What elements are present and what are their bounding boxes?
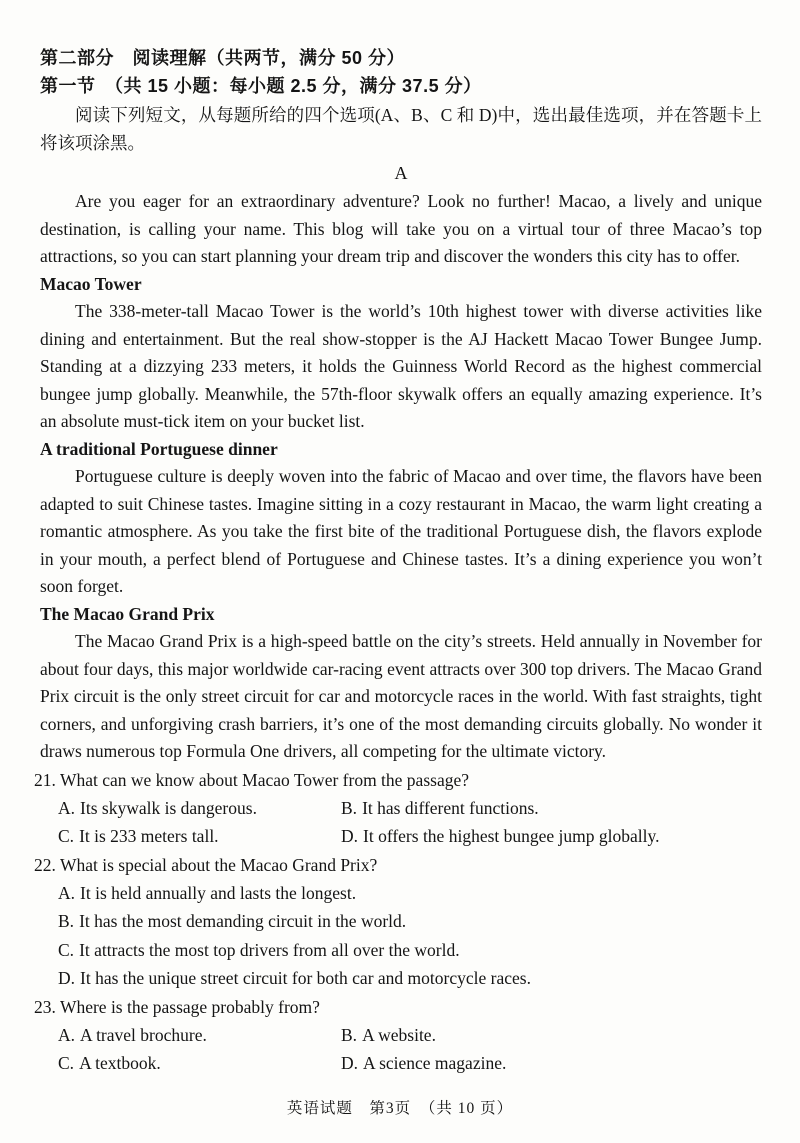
page-footer: 英语试题 第3页 （共 10 页） <box>286 1100 514 1117</box>
question-22-options <box>40 879 762 993</box>
option-label: C. <box>58 1053 75 1073</box>
option-22-a <box>58 879 762 908</box>
question-21-options <box>40 794 762 851</box>
question-text: What can we know about Macao Tower from the passage? <box>59 769 469 790</box>
question-22-stem <box>34 851 762 879</box>
passage-section-text-1: The 338-meter-tall Macao Tower is the world’s 10th highest tower with diverse activities like dining and entertainment. But the real show-stopper is the AJ Hackett Macao Tower Bungee Jump. Standing at a dizzying 233 meters, it holds the Guinness World Record as the highest commercial bungee jump globally. Meanwhile, the 57th-floor skywalk offers an equally amazing experience. It’s an absolute must-tick item on your bucket list. <box>40 301 762 431</box>
passage-section-heading-3: The Macao Grand Prix <box>40 603 215 624</box>
question-23 <box>34 993 762 1078</box>
passage-section-text-2: Portuguese culture is deeply woven into the fabric of Macao and over time, the flavors have been adapted to suit Chinese tastes. Imagine sitting in a cozy restaurant in Macao, the warm light creating a romantic atmosphere. As you take the first bite of the traditional Portuguese dish, the flavors explode in your mouth, a perfect blend of Portuguese and Chinese tastes. It’s a dining experience you won’t soon forget. <box>40 466 762 596</box>
part-heading: 第二部分 阅读理解（共两节，满分 50 分） <box>40 48 406 68</box>
option-23-b <box>341 1021 762 1050</box>
option-text: It is held annually and lasts the longest. <box>80 882 357 903</box>
option-21-b <box>341 794 762 823</box>
option-21-a <box>58 794 341 823</box>
option-23-d <box>341 1049 762 1078</box>
option-label: B. <box>58 911 75 931</box>
option-text: A travel brochure. <box>80 1024 207 1045</box>
option-text: It attracts the most top drivers from all over the world. <box>79 939 460 960</box>
option-label: D. <box>341 826 359 846</box>
section-heading: 第一节 （共 15 小题：每小题 2.5 分，满分 37.5 分） <box>40 76 482 96</box>
option-label: D. <box>341 1053 359 1073</box>
question-21-stem <box>34 766 762 794</box>
option-text: It has the most demanding circuit in the world. <box>79 911 407 931</box>
option-label: B. <box>341 797 358 818</box>
passage-intro: Are you eager for an extraordinary adventure? Look no further! Macao, a lively and unique destination, is calling your name. This blog will take you on a virtual tour of three Macao’s top attractions, so you can start planning your dream trip and discover the wonders this city has to offer. <box>40 191 762 266</box>
option-text: A science magazine. <box>363 1053 507 1073</box>
question-number: 21. <box>34 769 56 790</box>
option-21-d <box>341 822 762 851</box>
option-label: D. <box>58 968 76 988</box>
option-label: A. <box>58 797 76 818</box>
instructions: 阅读下列短文，从每题所给的四个选项(A、B、C 和 D)中，选出最佳选项，并在答题卡上将该项涂黑。 <box>40 105 762 153</box>
option-22-b <box>58 907 762 936</box>
question-23-stem <box>34 993 762 1021</box>
option-label: C. <box>58 939 75 960</box>
option-label: A. <box>58 1024 76 1045</box>
option-text: It is 233 meters tall. <box>79 826 219 846</box>
option-23-a <box>58 1021 341 1050</box>
option-text: A textbook. <box>79 1053 161 1073</box>
question-text: Where is the passage probably from? <box>59 996 320 1017</box>
option-text: It has different functions. <box>362 797 539 818</box>
option-label: C. <box>58 826 75 846</box>
option-text: Its skywalk is dangerous. <box>80 797 257 818</box>
passage-label: A <box>394 163 408 183</box>
question-number: 23. <box>34 996 56 1017</box>
option-23-c <box>58 1049 341 1078</box>
option-label: A. <box>58 882 76 903</box>
passage-section-text-3: The Macao Grand Prix is a high-speed battle on the city’s streets. Held annually in November for about four days, this major worldwide car-racing event attracts over 300 top drivers. The Macao Grand Prix circuit is the only street circuit for car and motorcycle races in the world. With fast straights, tight corners, and unforgiving crash barriers, it’s one of the most demanding circuits globally. No wonder it draws numerous top Formula One drivers, all competing for the ultimate victory. <box>40 631 762 761</box>
question-23-options <box>40 1021 762 1078</box>
question-22 <box>34 851 762 993</box>
question-21 <box>34 766 762 851</box>
option-text: It has the unique street circuit for both car and motorcycle races. <box>80 968 531 988</box>
option-22-d <box>58 964 762 993</box>
option-label: B. <box>341 1024 358 1045</box>
passage-section-heading-1: Macao Tower <box>40 273 142 294</box>
question-text: What is special about the Macao Grand Prix? <box>59 854 378 875</box>
option-text: A website. <box>362 1024 436 1045</box>
passage-section-heading-2: A traditional Portuguese dinner <box>40 438 278 459</box>
option-22-c <box>58 936 762 965</box>
option-text: It offers the highest bungee jump globally. <box>363 826 660 846</box>
question-number: 22. <box>34 854 56 875</box>
option-21-c <box>58 822 341 851</box>
